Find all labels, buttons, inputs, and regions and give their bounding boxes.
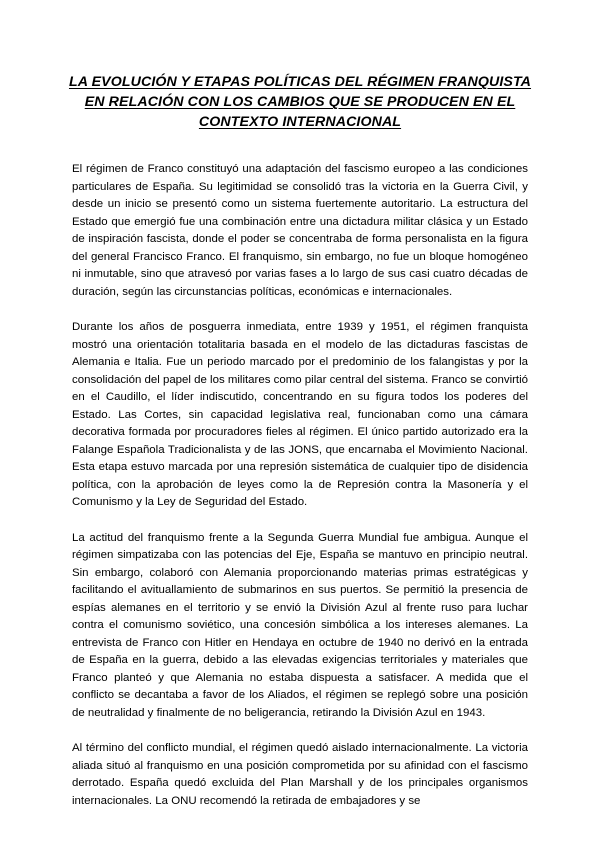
document-title: LA EVOLUCIÓN Y ETAPAS POLÍTICAS DEL RÉGIMEN FRANQUISTA EN RELACIÓN CON LOS CAMBIOS QUE SE PRODUCEN EN EL CONTEXTO INTERNACIONAL: [68, 74, 532, 130]
paragraph-introduction: El régimen de Franco constituyó una adaptación del fascismo europeo a las condiciones particulares de España. Su legitimidad se consolidó tras la victoria en la Guerra Civil, y desde un inicio se presentó como un sistema fuertemente autoritario. La estructura del Estado que emergió fue una combinación entre una dictadura militar clásica y un Estado de inspiración fascista, donde el poder se concentraba de forma personalista en la figura del general Francisco Franco. El franquismo, sin embargo, no fue un bloque homogéneo ni inmutable, sino que atravesó por varias fases a lo largo de sus casi cuatro décadas de duración, según las circunstancias políticas, económicas e internacionales.: [72, 163, 528, 298]
document-body: [72, 161, 528, 828]
paragraph-segunda-guerra-mundial: La actitud del franquismo frente a la Segunda Guerra Mundial fue ambigua. Aunque el régimen simpatizaba con las potencias del Eje, España se mantuvo en principio neutral. Sin embargo, colaboró con Alemania proporcionando materias primas estratégicas y facilitando el avituallamiento de submarinos en sus puertos. Se permitió la presencia de espías alemanes en el territorio y se envió la División Azul al frente ruso para luchar contra el comunismo soviético, una concesión simbólica a los intereses alemanes. La entrevista de Franco con Hitler en Hendaya en octubre de 1940 no derivó en la entrada de España en la guerra, debido a las elevadas exigencias territoriales y materiales que Franco planteó y que Alemania no estaba dispuesta a satisfacer. A medida que el conflicto se decantaba a favor de los Aliados, el régimen se replegó sobre una posición de neutralidad y finalmente de no beligerancia, retirando la División Azul en 1943.: [72, 531, 528, 719]
paragraph-aislamiento: Al término del conflicto mundial, el régimen quedó aislado internacionalmente. La victoria aliada situó al franquismo en una posición comprometida por su afinidad con el fascismo derrotado. España quedó excluida del Plan Marshall y de los principales organismos internacionales. La ONU recomendó la retirada de embajadores y se: [72, 742, 528, 807]
paragraph-posguerra: Durante los años de posguerra inmediata, entre 1939 y 1951, el régimen franquista mostró una orientación totalitaria basada en el modelo de las dictaduras fascistas de Alemania e Italia. Fue un periodo marcado por el predominio de los falangistas y por la consolidación del papel de los militares como pilar central del sistema. Franco se convirtió en el Caudillo, el líder indiscutido, concentrando en su figura todos los poderes del Estado. Las Cortes, sin capacidad legislativa real, funcionaban como una cámara decorativa formada por procuradores fieles al régimen. El único partido autorizado era la Falange Española Tradicionalista y de las JONS, que encarnaba el Movimiento Nacional. Esta etapa estuvo marcada por una represión sistemática de cualquier tipo de disidencia política, con la aprobación de leyes como la de Represión contra la Masonería y el Comunismo y la Ley de Seguridad del Estado.: [72, 321, 528, 508]
